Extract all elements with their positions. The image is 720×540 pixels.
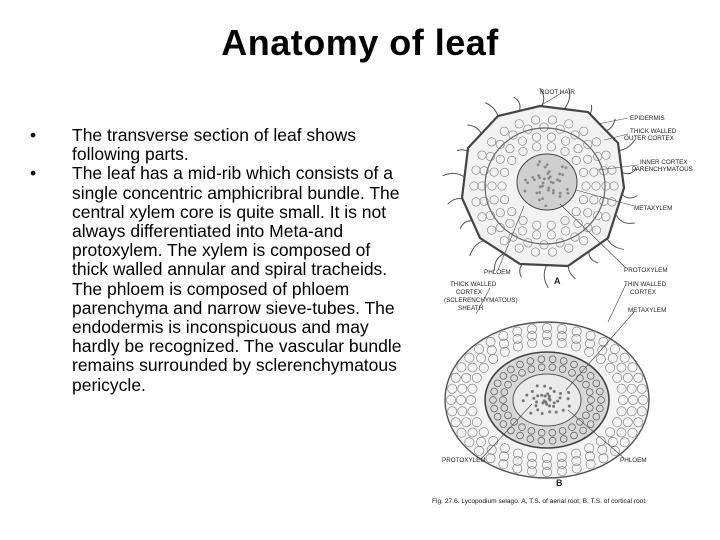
xylem-cell [535,401,538,404]
label-epidermis: EPIDERMIS [630,115,665,122]
xylem-cell [542,182,545,185]
section-a [443,88,638,288]
xylem-cell [522,399,525,402]
xylem-cell [559,392,562,395]
xylem-cell [552,189,555,192]
xylem-cell [566,188,569,191]
bullet-marker: • [30,125,37,145]
xylem-cell [562,409,565,412]
xylem-cell [561,165,564,168]
xylem-cell [555,411,558,414]
label-inner-cortex-1: INNER CORTEX [640,159,688,166]
label-phloem-a: PHLOEM [484,269,511,276]
slide-title: Anatomy of leaf [221,22,499,63]
xylem-cell [531,176,534,179]
xylem-cell [541,412,544,415]
xylem-cell [559,396,562,399]
xylem-cell [561,173,564,176]
xylem-cell [541,197,544,200]
label-thick-outer-2: OUTER CORTEX [624,135,674,142]
xylem-cell [548,404,551,407]
label-thin-cortex-1: THIN WALLED [624,281,667,288]
xylem-cell [538,198,541,201]
bullet-item [30,164,410,394]
xylem-cell [531,390,534,393]
xylem-cell [524,190,527,193]
xylem-cell [544,204,547,207]
xylem-cell [549,175,552,178]
xylem-cell [549,387,552,390]
xylem-cell [543,178,546,181]
root-hair [443,173,467,178]
label-phloem-b: PHLOEM [620,457,647,464]
xylem-cell [535,192,538,195]
label-inner-cortex-2: PARENCHYMATOUS [632,166,693,173]
xylem-cell [526,181,529,184]
xylem-cell [568,405,571,408]
label-thick-cortex-3: (SCLERENCHYMATOUS) [444,297,518,304]
xylem-cell [534,404,537,407]
xylem-cell [556,178,559,181]
xylem-cell [543,385,546,388]
label-root-hair: ROOT HAIR [540,89,575,96]
xylem-cell [538,160,541,163]
label-panel-b: B [556,478,563,488]
figure-caption: Fig. 27.6. Lycopodium selago. A, T.S. of aerial root; B, T.S. of cortical root. [432,498,648,505]
xylem-cell [559,192,562,195]
xylem-cell [536,384,539,387]
xylem-cell [553,390,556,393]
xylem-cell [529,412,532,415]
xylem-cell [553,401,556,404]
xylem-cell [540,394,543,397]
xylem-cell [565,166,568,169]
vascular-core-a [517,154,577,210]
xylem-cell [548,410,551,413]
bullet-item [30,126,410,164]
bullet-marker: • [30,163,37,184]
xylem-cell [548,170,551,173]
xylem-cell [546,163,549,166]
root-hair [544,264,548,288]
xylem-cell [552,405,555,408]
label-metaxylem-b: METAXYLEM [628,307,667,314]
anatomy-figure [428,88,718,512]
xylem-cell [537,163,540,166]
bullet-text: The transverse section of leaf shows following parts. [72,125,357,165]
label-thin-cortex-2: CORTEX [630,289,657,296]
xylem-cell [547,189,550,192]
root-hair [622,194,638,198]
xylem-cell [552,181,555,184]
bullet-text: The leaf has a mid-rib which consists of a single concentric amphicribral bundle. The central xylem core is quite small. It is not always differentiated into Meta-and protoxylem. The xylem is composed of thick walled annular and spiral tracheids. The phloem is composed of phloem parenchyma and narrow sieve-tubes. The endodermis is inconspicuous and may hardly be recognized. The vascular bundle remains surrounded by sclerenchymatous pericycle. [72,163,402,395]
xylem-cell [537,174,540,177]
root-hair [616,215,635,223]
label-thick-outer-1: THICK WALLED [630,128,677,135]
xylem-cell [536,408,539,411]
xylem-cell [556,400,559,403]
label-thick-cortex-4: SHEATH [458,305,484,312]
xylem-cell [558,180,561,183]
section-b [445,322,649,478]
xylem-cell [544,395,547,398]
xylem-cell [567,397,570,400]
label-panel-a: A [554,276,561,286]
label-protoxylem-b: PROTOXYLEM [442,457,486,464]
label-thick-cortex-1: THICK WALLED [450,281,497,288]
xylem-cell [544,166,547,169]
xylem-cell [544,401,547,404]
xylem-cell [525,394,528,397]
xylem-cell [539,185,542,188]
xylem-cell [567,391,570,394]
xylem-cell [536,394,539,397]
label-thick-cortex-2: CORTEX [456,289,483,296]
label-protoxylem-a: PROTOXYLEM [624,267,668,274]
xylem-cell [548,397,551,400]
xylem-cell [532,397,535,400]
xylem-cell [552,192,555,195]
xylem-cell [524,179,527,182]
xylem-cell [559,195,562,198]
anatomy-drawing [428,88,718,512]
xylem-cell [558,173,561,176]
xylem-cell [567,192,570,195]
xylem-cell [547,187,550,190]
bullet-list [30,126,410,395]
label-metaxylem-a: METAXYLEM [634,205,673,212]
xylem-cell [533,178,536,181]
xylem-cell [538,191,541,194]
